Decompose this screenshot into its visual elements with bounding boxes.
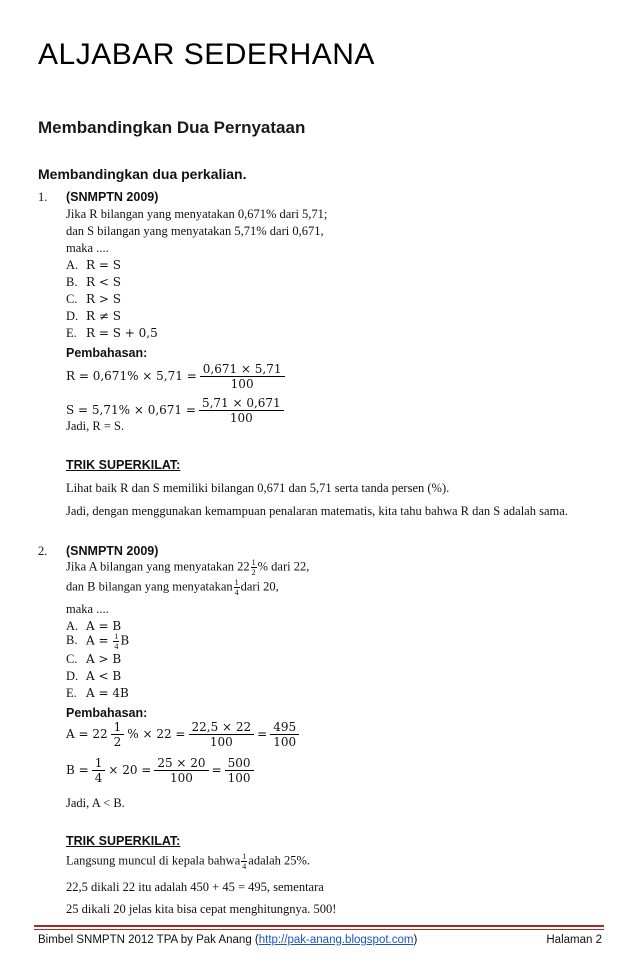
question-2-source: (SNMPTN 2009) xyxy=(66,544,159,558)
footer-divider xyxy=(34,925,604,927)
fraction xyxy=(154,756,208,785)
equation-lhs: S = 5,71% × 0,671 = xyxy=(66,403,196,417)
option-text: A = xyxy=(86,633,113,648)
option-text: A = 4B xyxy=(86,686,129,700)
question-2-option-d xyxy=(66,669,121,684)
question-1-equation-s xyxy=(66,382,287,425)
question-1-option-e xyxy=(66,326,158,341)
fraction xyxy=(199,396,284,425)
question-2-trik-line-1 xyxy=(66,852,310,871)
text: adalah 25%. xyxy=(248,853,311,868)
inline-fraction xyxy=(234,578,240,597)
fraction-denominator: 100 xyxy=(230,377,254,391)
option-letter: D. xyxy=(66,669,79,683)
fraction-denominator: 4 xyxy=(242,862,247,871)
footer-label-end: ) xyxy=(413,934,418,946)
fraction-numerator: 1 xyxy=(92,756,106,771)
fraction-numerator: 5,71 × 0,671 xyxy=(199,396,284,411)
equation-lhs: A = 22 xyxy=(66,727,108,741)
question-1-pembahasan-label: Pembahasan: xyxy=(66,346,148,360)
option-letter: E. xyxy=(66,686,77,700)
text: dan B bilangan yang menyatakan xyxy=(66,579,233,594)
question-1-source: (SNMPTN 2009) xyxy=(66,190,159,204)
text: Langsung muncul di kepala bahwa xyxy=(66,853,241,868)
option-letter: B. xyxy=(66,633,78,648)
fraction-denominator: 100 xyxy=(209,735,233,749)
fraction-denominator: 4 xyxy=(234,588,239,597)
question-1-trik-line-1: Lihat baik R dan S memiliki bilangan 0,671 dan 5,71 serta tanda persen (%). xyxy=(66,481,450,495)
question-2-trik-label: TRIK SUPERKILAT: xyxy=(66,834,181,848)
fraction-numerator: 0,671 × 5,71 xyxy=(200,362,285,377)
question-1-option-a xyxy=(66,258,121,273)
question-2-option-b xyxy=(66,632,129,651)
question-1-conclusion: Jadi, R = S. xyxy=(66,419,125,433)
footer-label: Bimbel SNMPTN 2012 TPA by Pak Anang ( xyxy=(38,934,259,946)
page-number: Halaman 2 xyxy=(546,934,602,946)
fraction-numerator: 1 xyxy=(251,558,256,567)
fraction xyxy=(225,756,254,785)
fraction-numerator: 1 xyxy=(234,578,239,587)
text: Jika A bilangan yang menyatakan 22 xyxy=(66,559,250,574)
question-2-line-3: maka .... xyxy=(66,602,109,616)
fraction xyxy=(111,720,125,749)
fraction-denominator: 4 xyxy=(114,642,119,651)
fraction xyxy=(189,720,255,749)
option-letter: A. xyxy=(66,619,79,633)
footer-text xyxy=(38,934,417,946)
fraction-denominator: 2 xyxy=(251,568,256,577)
fraction-denominator: 100 xyxy=(170,771,193,785)
option-letter: C. xyxy=(66,652,78,666)
option-text: A > B xyxy=(86,652,122,666)
section-heading: Membandingkan dua perkalian. xyxy=(38,166,247,182)
option-letter: D. xyxy=(66,309,79,323)
inline-fraction xyxy=(251,558,257,577)
fraction-numerator: 1 xyxy=(242,852,247,861)
option-text: A = B xyxy=(86,619,122,633)
question-1-option-c xyxy=(66,292,121,307)
question-2-line-2 xyxy=(66,578,279,597)
fraction xyxy=(270,720,299,749)
question-1-trik-label: TRIK SUPERKILAT: xyxy=(66,458,181,472)
question-1-equation-r xyxy=(66,348,288,391)
question-2-line-1 xyxy=(66,558,309,577)
fraction-denominator: 2 xyxy=(113,735,122,749)
fraction-numerator: 22,5 × 22 xyxy=(189,720,255,735)
option-text: R = S + 0,5 xyxy=(86,326,158,340)
equation-text: × 20 = xyxy=(108,763,152,777)
question-1-line-2: dan S bilangan yang menyatakan 5,71% dari 0,671, xyxy=(66,224,324,238)
fraction-numerator: 495 xyxy=(270,720,299,735)
question-2-equation-b xyxy=(66,756,257,785)
question-1-number: 1. xyxy=(38,190,48,204)
text: % dari 22, xyxy=(257,559,310,574)
question-2-equation-a xyxy=(66,720,302,749)
question-2-conclusion: Jadi, A < B. xyxy=(66,796,125,810)
inline-fraction xyxy=(113,632,119,651)
question-1-option-d xyxy=(66,309,121,324)
option-text: R > S xyxy=(86,292,121,306)
question-2-number: 2. xyxy=(38,544,48,558)
fraction-numerator: 500 xyxy=(225,756,254,771)
equation-lhs: R = 0,671% × 5,71 = xyxy=(66,369,197,383)
fraction xyxy=(92,756,106,785)
option-letter: B. xyxy=(66,275,78,289)
document-subtitle: Membandingkan Dua Pernyataan xyxy=(38,118,306,137)
option-text: R = S xyxy=(86,258,121,272)
question-1-option-b xyxy=(66,275,121,290)
question-2-option-c xyxy=(66,652,121,667)
text: dari 20, xyxy=(240,579,279,594)
option-letter: C. xyxy=(66,292,78,306)
fraction-numerator: 1 xyxy=(114,632,119,641)
inline-fraction xyxy=(241,852,247,871)
question-2-trik-line-2: 22,5 dikali 22 itu adalah 450 + 45 = 495, sementara xyxy=(66,880,324,894)
option-text: B xyxy=(120,633,130,648)
fraction-denominator: 4 xyxy=(94,771,103,785)
option-letter: A. xyxy=(66,258,79,272)
question-1-line-3: maka .... xyxy=(66,241,109,255)
equation-text: = xyxy=(211,763,222,777)
equation-text: = xyxy=(257,727,268,741)
question-2-trik-line-3: 25 dikali 20 jelas kita bisa cepat menghitungnya. 500! xyxy=(66,902,337,916)
footer-divider-thin xyxy=(34,929,604,930)
equation-text: % × 22 = xyxy=(127,727,186,741)
option-text: R ≠ S xyxy=(86,309,121,323)
question-2-option-e xyxy=(66,686,129,701)
question-1-line-1: Jika R bilangan yang menyatakan 0,671% dari 5,71; xyxy=(66,207,328,221)
footer-link[interactable]: http://pak-anang.blogspot.com xyxy=(258,934,414,946)
fraction-numerator: 25 × 20 xyxy=(154,756,208,771)
equation-lhs: B = xyxy=(66,763,89,777)
fraction-numerator: 1 xyxy=(111,720,125,735)
question-2-pembahasan-label: Pembahasan: xyxy=(66,706,148,720)
question-1-trik-line-2: Jadi, dengan menggunakan kemampuan penalaran matematis, kita tahu bahwa R dan S adalah sama. xyxy=(66,504,568,518)
fraction-denominator: 100 xyxy=(229,411,253,425)
fraction-denominator: 100 xyxy=(227,771,251,785)
fraction-denominator: 100 xyxy=(273,735,297,749)
document-title: ALJABAR SEDERHANA xyxy=(38,38,375,71)
option-text: R < S xyxy=(86,275,121,289)
option-text: A < B xyxy=(86,669,122,683)
option-letter: E. xyxy=(66,326,77,340)
